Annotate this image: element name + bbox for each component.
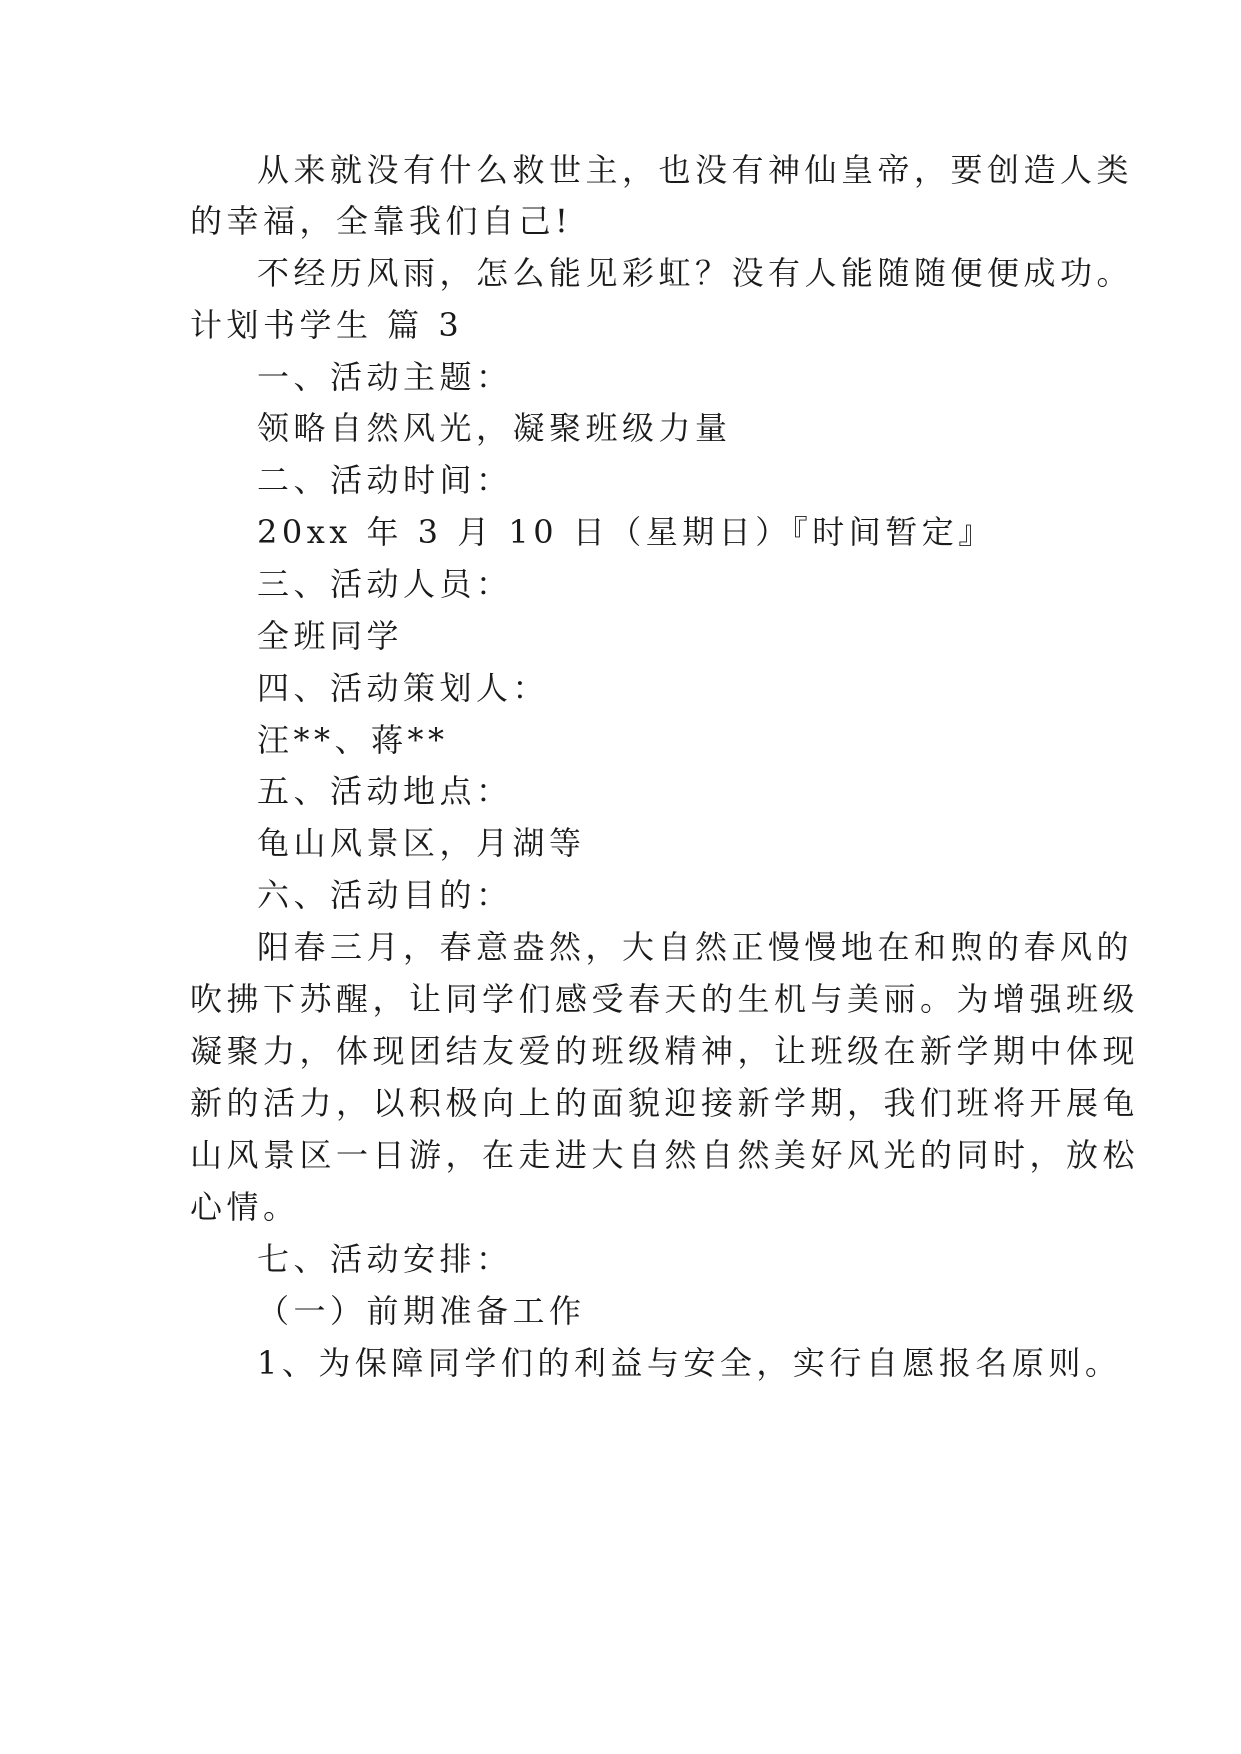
text-line: （一）前期准备工作 bbox=[257, 1292, 586, 1330]
text-line: 一、活动主题： bbox=[257, 358, 513, 396]
text-line: 七、活动安排： bbox=[257, 1240, 513, 1278]
text-line: 领略自然风光，凝聚班级力量 bbox=[257, 409, 732, 447]
text-line: 汪**、蒋** bbox=[257, 721, 449, 759]
text-line: 山风景区一日游，在走进大自然自然美好风光的同时，放松 bbox=[190, 1136, 1140, 1174]
text-line: 二、活动时间： bbox=[257, 461, 513, 499]
text-line: 凝聚力，体现团结友爱的班级精神，让班级在新学期中体现 bbox=[190, 1032, 1140, 1070]
text-line: 1、为保障同学们的利益与安全，实行自愿报名原则。 bbox=[257, 1344, 1122, 1382]
text-line: 20xx 年 3 月 10 日（星期日）『时间暂定』 bbox=[257, 513, 995, 551]
text-line: 不经历风雨，怎么能见彩虹？没有人能随随便便成功。 bbox=[257, 254, 1134, 292]
text-line: 全班同学 bbox=[257, 617, 404, 655]
text-line: 六、活动目的： bbox=[257, 876, 513, 914]
text-line: 新的活力，以积极向上的面貌迎接新学期，我们班将开展龟 bbox=[190, 1084, 1140, 1122]
text-line: 龟山风景区，月湖等 bbox=[257, 824, 586, 862]
text-line: 从来就没有什么救世主，也没有神仙皇帝，要创造人类 bbox=[257, 151, 1134, 189]
text-line: 心情。 bbox=[190, 1188, 300, 1226]
text-line: 的幸福，全靠我们自己! bbox=[190, 202, 573, 240]
text-line: 四、活动策划人： bbox=[257, 669, 550, 707]
text-line: 三、活动人员： bbox=[257, 565, 513, 603]
section-heading: 计划书学生 篇 3 bbox=[190, 306, 464, 344]
text-line: 五、活动地点： bbox=[257, 772, 513, 810]
text-line: 吹拂下苏醒，让同学们感受春天的生机与美丽。为增强班级 bbox=[190, 980, 1140, 1018]
text-line: 阳春三月，春意盎然，大自然正慢慢地在和煦的春风的 bbox=[257, 928, 1134, 966]
